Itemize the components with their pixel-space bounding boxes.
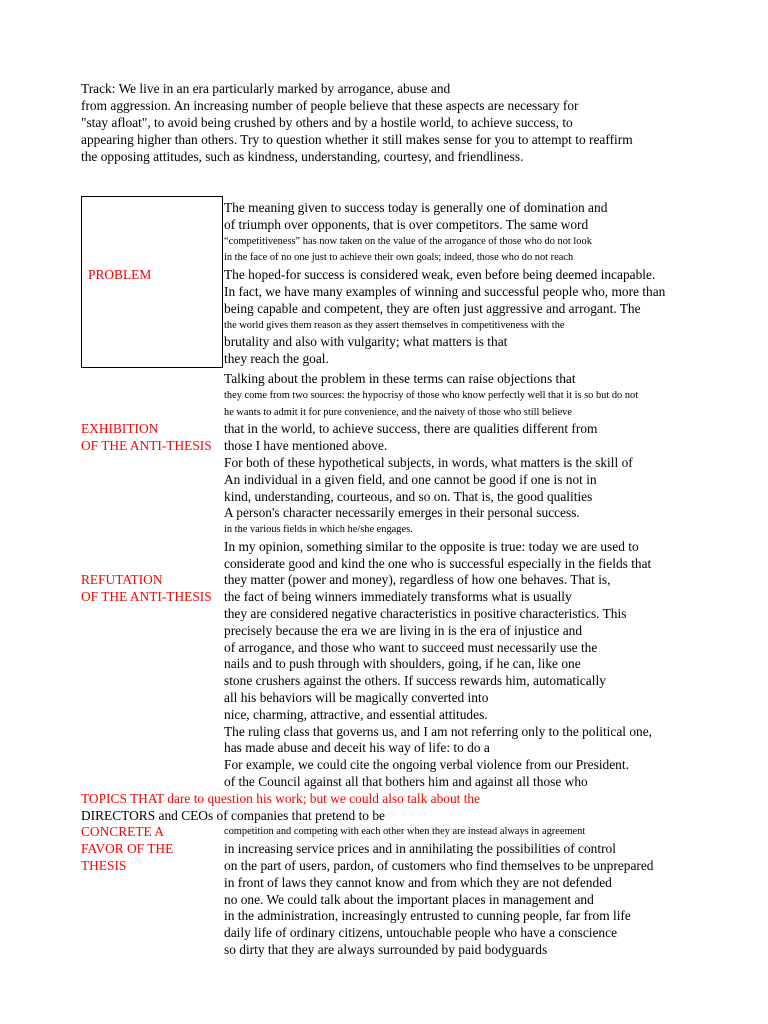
refutation-line: they matter (power and money), regardless of how one behaves. That is, (224, 572, 611, 587)
problem-line: in the face of no one just to achieve their own goals; indeed, those who do not reach (224, 252, 574, 263)
problem-line: “competitiveness” has now taken on the value of the arrogance of those who do not look (224, 236, 592, 247)
problem-line: of triumph over opponents, that is over competitors. The same word (224, 217, 589, 232)
concrete-line: daily life of ordinary citizens, untouchable people who have a conscience (224, 925, 618, 940)
concrete-line: no one. We could talk about the important places in management and (224, 892, 594, 907)
antithesis-line: A person's character necessarily emerges in their personal success. (224, 505, 580, 520)
antithesis-line: in the various fields in which he/she engages. (224, 524, 413, 535)
problem-line: In fact, we have many examples of winning and successful people who, more than (224, 284, 666, 299)
problem-line: brutality and also with vulgarity; what matters is that (224, 334, 508, 349)
refutation-line: of the Council against all that bothers him and against all those who (224, 774, 588, 789)
exhibition-label: OF THE ANTI-THESIS (81, 438, 212, 453)
track-line: from aggression. An increasing number of people believe that these aspects are necessary for (81, 98, 579, 113)
refutation-label: REFUTATION (81, 572, 163, 587)
refutation-line: nice, charming, attractive, and essential attitudes. (224, 707, 488, 722)
refutation-line: they are considered negative characteristics in positive characteristics. This (224, 606, 627, 621)
problem-line: being capable and competent, they are often just aggressive and arrogant. The (224, 301, 641, 316)
track-line: Track: We live in an era particularly marked by arrogance, abuse and (81, 81, 451, 96)
exhibition-label: EXHIBITION (81, 421, 159, 436)
concrete-line: in the administration, increasingly entrusted to cunning people, far from life (224, 908, 631, 923)
refutation-line: stone crushers against the others. If success rewards him, automatically (224, 673, 606, 688)
problem-line: The meaning given to success today is generally one of domination and (224, 200, 608, 215)
refutation-line: the fact of being winners immediately transforms what is usually (224, 589, 572, 604)
concrete-line: so dirty that they are always surrounded by paid bodyguards (224, 942, 548, 957)
refutation-line: precisely because the era we are living in is the era of injustice and (224, 623, 583, 638)
concrete-line: in front of laws they cannot know and from which they are not defended (224, 875, 612, 890)
refutation-line: considerate good and kind the one who is successful especially in the fields that (224, 556, 652, 571)
problem-line: The hoped-for success is considered weak, even before being deemed incapable. (224, 267, 656, 282)
antithesis-line: For both of these hypothetical subjects, in words, what matters is the skill of (224, 455, 633, 470)
problem-line: the world gives them reason as they assert themselves in competitiveness with the (224, 320, 565, 331)
topics-line-text: TOPICS THAT dare to question his work; but we could also talk about the (81, 791, 481, 806)
topics-line (81, 790, 480, 807)
antithesis-line: those I have mentioned above. (224, 438, 388, 453)
antithesis-line: he wants to admit it for pure convenience, and the naivety of those who still believe (224, 407, 572, 418)
antithesis-line: An individual in a given field, and one cannot be good if one is not in (224, 472, 597, 487)
concrete-label: FAVOR OF THE (81, 841, 174, 856)
track-line: the opposing attitudes, such as kindness, understanding, courtesy, and friendliness. (81, 149, 524, 164)
directors-line: DIRECTORS and CEOs of companies that pretend to be (81, 808, 385, 823)
refutation-line: For example, we could cite the ongoing verbal violence from our President. (224, 757, 629, 772)
concrete-line: on the part of users, pardon, of customers who find themselves to be unprepared (224, 858, 654, 873)
concrete-label: THESIS (81, 858, 127, 873)
refutation-line: has made abuse and deceit his way of life: to do a (224, 740, 490, 755)
refutation-line: nails and to push through with shoulders, going, if he can, like one (224, 656, 581, 671)
refutation-line: The ruling class that governs us, and I am not referring only to the political one, (224, 724, 653, 739)
antithesis-line: Talking about the problem in these terms can raise objections that (224, 371, 576, 386)
antithesis-line: they come from two sources: the hypocrisy of those who know perfectly well that it is so but do not (224, 390, 639, 401)
refutation-label: OF THE ANTI-THESIS (81, 589, 212, 604)
refutation-line: of arrogance, and those who want to succeed must necessarily use the (224, 640, 598, 655)
antithesis-line: that in the world, to achieve success, there are qualities different from (224, 421, 598, 436)
problem-line: they reach the goal. (224, 351, 329, 366)
concrete-line: in increasing service prices and in annihilating the possibilities of control (224, 841, 616, 856)
concrete-line: competition and competing with each other when they are instead always in agreement (224, 826, 586, 837)
refutation-line: In my opinion, something similar to the opposite is true: today we are used to (224, 539, 639, 554)
problem-label: PROBLEM (88, 267, 152, 282)
refutation-line: all his behaviors will be magically converted into (224, 690, 489, 705)
antithesis-line: kind, understanding, courteous, and so on. That is, the good qualities (224, 489, 593, 504)
concrete-label: CONCRETE A (81, 824, 164, 839)
track-line: appearing higher than others. Try to question whether it still makes sense for you to attempt to reaffirm (81, 132, 633, 147)
track-line: "stay afloat", to avoid being crushed by others and by a hostile world, to achieve success, to (81, 115, 573, 130)
